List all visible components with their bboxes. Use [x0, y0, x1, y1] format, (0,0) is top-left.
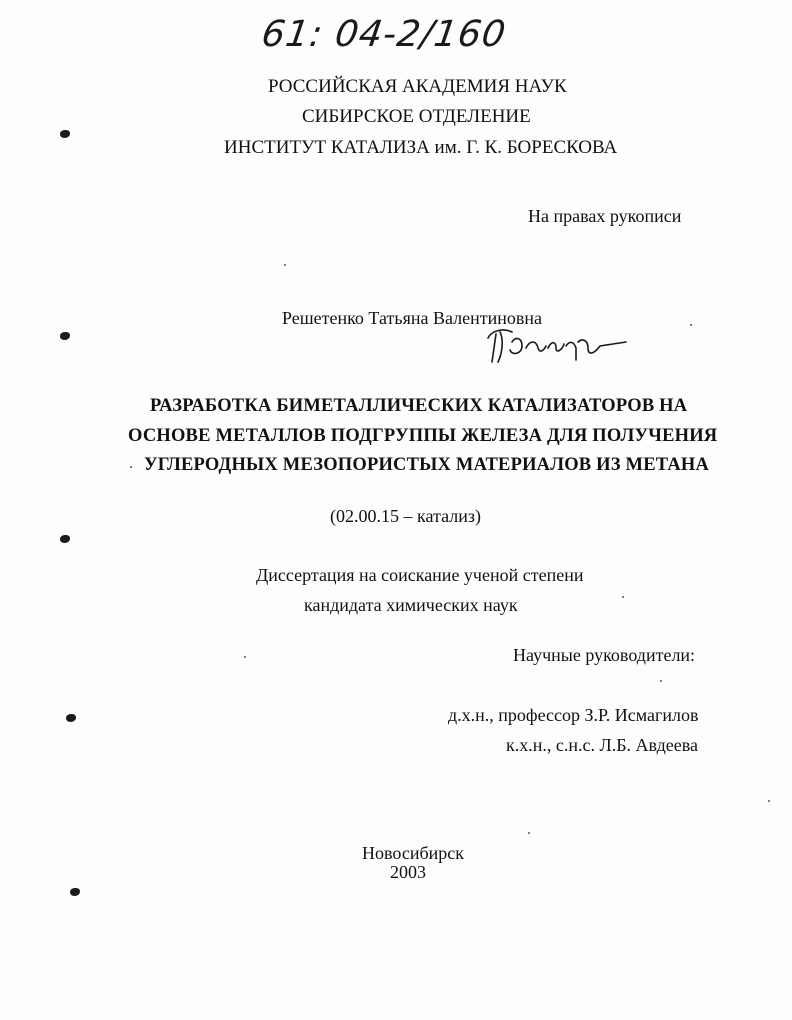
thesis-title-line-3: УГЛЕРОДНЫХ МЕЗОПОРИСТЫХ МАТЕРИАЛОВ ИЗ МЕТАНА: [144, 455, 710, 475]
signature-icon: [482, 320, 632, 370]
scan-mark-icon: [60, 332, 70, 340]
author-name: Решетенко Татьяна Валентиновна: [282, 308, 542, 328]
scan-speck: [130, 466, 132, 468]
scan-speck: [690, 324, 692, 326]
supervisor-1: д.х.н., профессор З.Р. Исмагилов: [448, 705, 699, 725]
scan-speck: [284, 264, 286, 266]
scan-mark-icon: [60, 535, 70, 543]
supervisors-label: Научные руководители:: [513, 645, 696, 665]
scan-mark-icon: [60, 130, 70, 138]
city: Новосибирск: [362, 843, 464, 863]
scan-speck: [244, 656, 246, 658]
year: 2003: [390, 862, 426, 882]
scan-mark-icon: [66, 714, 76, 722]
rights-note: На правах рукописи: [528, 206, 682, 226]
supervisor-2: к.х.н., с.н.с. Л.Б. Авдеева: [506, 735, 698, 755]
scan-speck: [660, 680, 662, 682]
thesis-title-line-1: РАЗРАБОТКА БИМЕТАЛЛИЧЕСКИХ КАТАЛИЗАТОРОВ НА: [150, 396, 688, 416]
thesis-title-line-2: ОСНОВЕ МЕТАЛЛОВ ПОДГРУППЫ ЖЕЛЕЗА ДЛЯ ПОЛУЧЕНИЯ: [128, 426, 718, 446]
archive-code: 61: 04-2/160: [259, 14, 509, 55]
degree-line-1: Диссертация на соискание ученой степени: [256, 565, 584, 585]
branch-name: СИБИРСКОЕ ОТДЕЛЕНИЕ: [302, 106, 531, 127]
scan-speck: [768, 800, 770, 802]
scan-speck: [528, 832, 530, 834]
scan-speck: [622, 596, 624, 598]
specialty-code: (02.00.15 – катализ): [330, 506, 481, 526]
institute-name: ИНСТИТУТ КАТАЛИЗА им. Г. К. БОРЕСКОВА: [224, 137, 618, 158]
scan-mark-icon: [70, 888, 80, 896]
academy-name: РОССИЙСКАЯ АКАДЕМИЯ НАУК: [268, 76, 567, 97]
degree-line-2: кандидата химических наук: [304, 595, 518, 615]
